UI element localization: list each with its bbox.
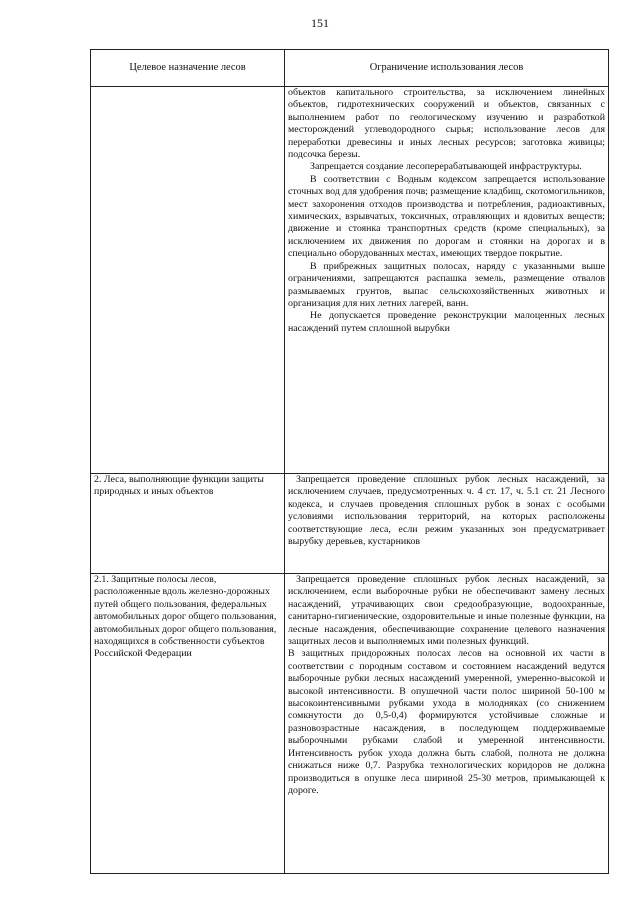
table-row [91,574,609,874]
row-0-paragraph-0: объектов капитального строительства, за исключением линейных объектов, гидротехнических сооружений и объектов, связанных с выполнением работ по геологическому изучению и разработкой месторождений углеводородного сырья; использование лесов для переработки древесины и иных лесных ресурсов; заготовка живицы; подсочка березы. [288,87,605,161]
row-1-purpose: 2. Леса, выполняющие функции защиты природных и иных объектов [91,474,285,574]
restrictions-table [90,49,609,874]
row-1-restrictions [285,474,609,574]
table-header-row [91,50,609,87]
row-0-paragraph-3: В прибрежных защитных полосах, наряду с указанными выше ограничениями, запрещаются распашка земель, размещение отвалов размываемых грунтов, выпас сельскохозяйственных животных и организация для них летних лагерей, ванн. [288,260,605,309]
row-2-purpose: 2.1. Защитные полосы лесов, расположенные вдоль железно-дорожных путей общего пользования, федеральных автомобильных дорог общего пользования, автомобильных дорог общего пользования, находящихся в собственности субъектов Российской Федерации [91,574,285,874]
row-2-paragraph-0: Запрещается проведение сплошных рубок лесных насаждений, за исключением, если выборочные рубки не обеспечивают замену лесных насаждений, утрачивающих свои средообразующие, водоохранные, санитарно-гигиенические, оздоровительные и иные полезные функции, на лесные насаждения, обеспечивающие сохранение целевого назначения защитных лесов и выполняемых ими полезных функций. [288,574,605,648]
page-number: 151 [311,16,329,30]
header-forest-purpose: Целевое назначение лесов [91,50,285,87]
row-2-paragraph-1: В защитных придорожных полосах лесов на основной их части в соответствии с породным составом и состоянием насаждений ведутся выборочные рубки лесных насаждений умеренной, умеренно-высокой и высокой интенсивности. В опушечной части полос шириной 50-100 м высокоинтенсивными рубками ухода в молодняках (со снижением сомкнутости до 0,5-0,4) формируются устойчивые сложные и разновозрастные насаждения, в последующем поддерживаемые выборочными рубками слабой и умеренной интенсивности. Интенсивность рубок ухода должна быть слабой, полнота не должна снижаться ниже 0,7. Разрубка технологических коридоров не должна производиться в опушке леса шириной 25-30 метров, примыкающей к дороге. [288,648,605,796]
header-usage-restrictions: Ограничение использования лесов [285,50,609,87]
table-row [91,474,609,574]
row-1-paragraph-0: Запрещается проведение сплошных рубок лесных насаждений, за исключением случаев, предусмотренных ч. 4 ст. 17, ч. 5.1 ст. 21 Лесного кодекса, и случаев проведения сплошных рубок в зонах с особыми условиями использования территорий, на которых расположены соответствующие леса, если режим указанных зон предусматривает вырубку деревьев, кустарников [288,474,605,548]
row-0-paragraph-2: В соответствии с Водным кодексом запрещается использование сточных вод для удобрения почв; размещение кладбищ, скотомогильников, мест захоронения отходов производства и потребления, радиоактивных, химических, взрывчатых, токсичных, отравляющих и ядовитых веществ; движение и стоянка транспортных средств (кроме специальных), за исключением их движения по дорогам и стоянки на дорогах и в специально оборудованных местах, имеющих твердое покрытие. [288,173,605,260]
row-0-paragraph-4: Не допускается проведение реконструкции малоценных лесных насаждений путем сплошной вырубки [288,310,605,334]
row-0-paragraph-1: Запрещается создание лесоперерабатывающей инфраструктуры. [310,161,582,173]
row-0-purpose [91,87,285,474]
row-0-restrictions [285,87,609,474]
table-row [91,87,609,474]
row-2-restrictions [285,574,609,874]
